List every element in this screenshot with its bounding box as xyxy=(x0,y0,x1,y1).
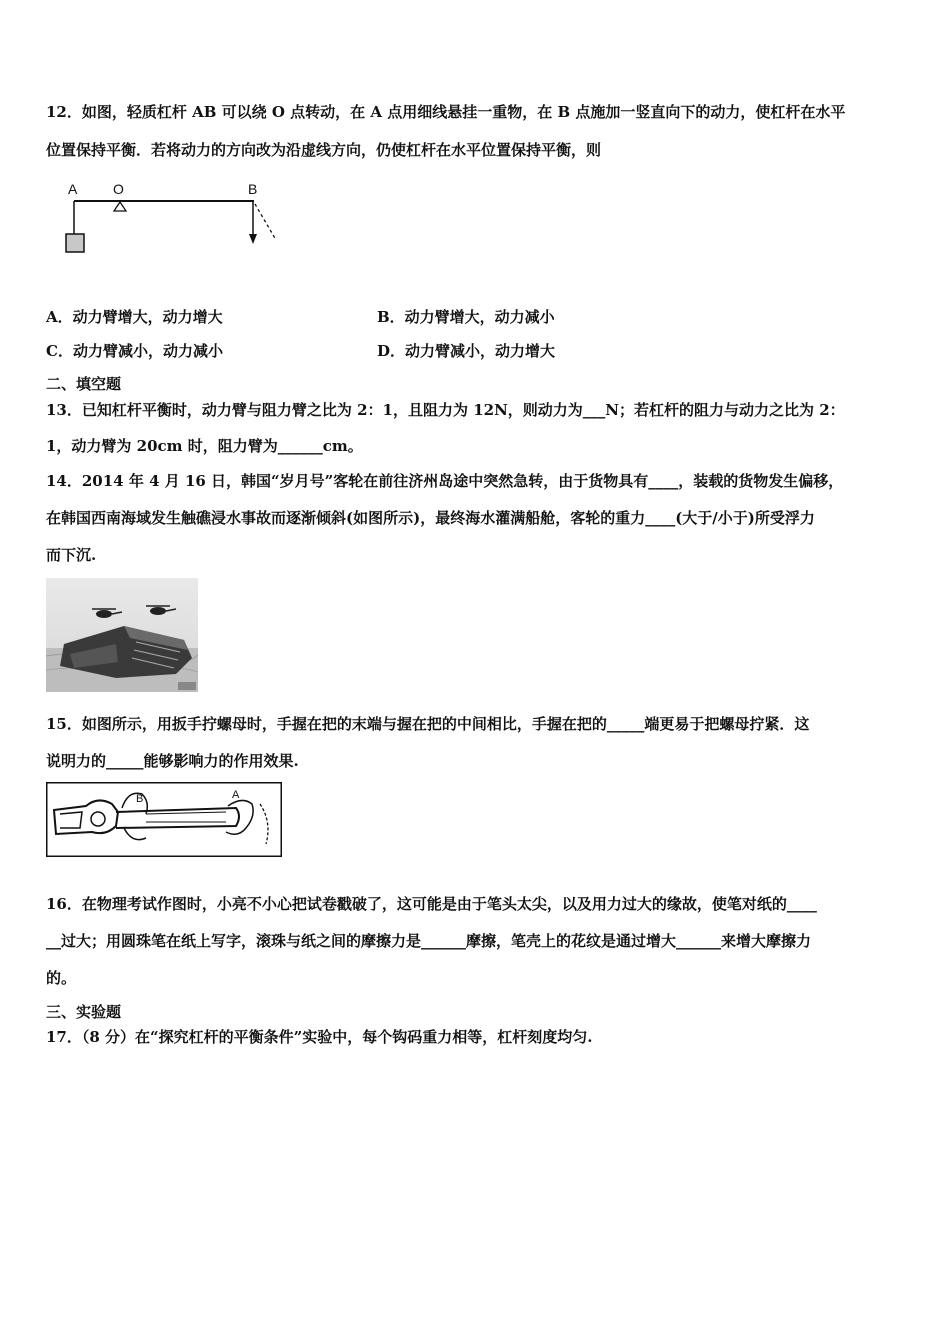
q17-text-line1: 17．（8 分）在“探究杠杆的平衡条件”实验中，每个钩码重力相等，杠杆刻度均匀. xyxy=(46,1028,593,1046)
lever-diagram xyxy=(56,178,286,260)
fulcrum-triangle xyxy=(114,202,126,211)
ship-photo xyxy=(46,578,198,692)
hanging-weight xyxy=(66,234,84,252)
q16-text-line2: __过大；用圆珠笔在纸上写字，滚珠与纸之间的摩擦力是______摩擦，笔壳上的花纹是通过增大______来增大摩擦力 xyxy=(46,932,812,950)
q12-option-b: B．动力臂增大，动力减小 xyxy=(377,308,555,326)
q14-text-line2: 在韩国西南海域发生触礁浸水事故而逐渐倾斜(如图所示)，最终海水灌满船舱，客轮的重力____(大于/小于)所受浮力 xyxy=(46,509,815,527)
q14-text-line1: 14．2014 年 4 月 16 日，韩国“岁月号”客轮在前往济州岛途中突然急转，由于货物具有____，装载的货物发生偏移， xyxy=(46,472,844,490)
q15-text-line1: 15．如图所示，用扳手拧螺母时，手握在把的末端与握在把的中间相比，手握在把的_____端更易于把螺母拧紧．这 xyxy=(46,715,810,733)
force-dashed-direction xyxy=(255,204,276,240)
q12-option-c: C．动力臂减小，动力减小 xyxy=(46,342,223,360)
q12-option-a: A．动力臂增大，动力增大 xyxy=(46,308,223,326)
q14-text-line3: 而下沉. xyxy=(46,546,97,564)
lever-label-b: B xyxy=(248,181,258,197)
q12-text-line2: 位置保持平衡．若将动力的方向改为沿虚线方向，仍使杠杆在水平位置保持平衡，则 xyxy=(46,141,602,159)
wrench-label-b: B xyxy=(136,793,144,805)
q16-text-line1: 16．在物理考试作图时，小亮不小心把试卷戳破了，这可能是由于笔头太尖，以及用力过大的缘故，使笔对纸的____ xyxy=(46,895,817,913)
q13-text-line1: 13．已知杠杆平衡时，动力臂与阻力臂之比为 2：1，且阻力为 12N，则动力为___N；若杠杆的阻力与动力之比为 2： xyxy=(46,401,845,419)
q12-option-d: D．动力臂减小，动力增大 xyxy=(377,342,556,360)
section-fill-in-heading: 二、填空题 xyxy=(46,375,122,393)
q12-text-line1: 12．如图，轻质杠杆 AB 可以绕 O 点转动，在 A 点用细线悬挂一重物，在 B 点施加一竖直向下的动力，使杠杆在水平 xyxy=(46,103,846,121)
wrench-label-a: A xyxy=(232,789,240,801)
q16-text-line3: 的。 xyxy=(46,969,77,987)
q13-text-line2: 1，动力臂为 20cm 时，阻力臂为______cm。 xyxy=(46,437,363,455)
lever-label-o: O xyxy=(113,181,124,197)
q15-text-line2: 说明力的_____能够影响力的作用效果. xyxy=(46,752,299,770)
force-arrow-head xyxy=(249,234,257,244)
section-experiment-heading: 三、实验题 xyxy=(46,1003,122,1021)
wrench-diagram xyxy=(46,782,282,857)
lever-label-a: A xyxy=(68,181,78,197)
